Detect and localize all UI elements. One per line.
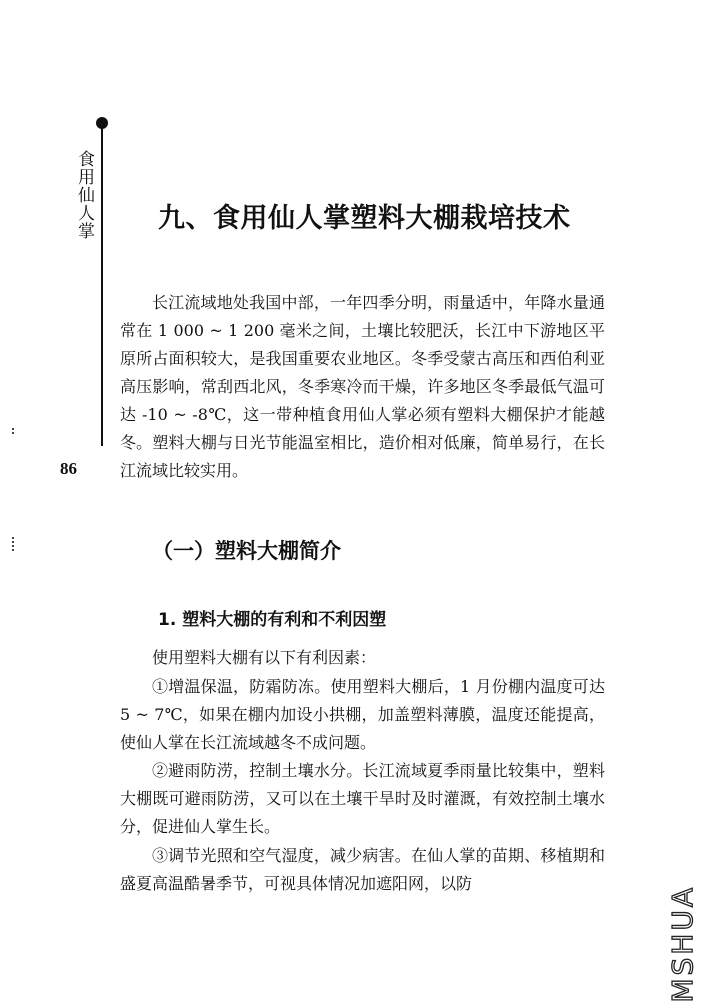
section-title: （一）塑料大棚简介 xyxy=(152,539,341,563)
list-item: ③调节光照和空气湿度，减少病害。在仙人掌的苗期、移植期和盛夏高温酷暑季节，可视具体情况加遮阳网，以防 xyxy=(120,846,605,893)
subsection-title: 1. 塑料大棚的有利和不利因塑 xyxy=(158,610,387,630)
watermark: MSHUA xyxy=(666,885,699,1003)
chapter-title: 九、食用仙人掌塑料大棚栽培技术 xyxy=(158,203,571,234)
margin-vertical-rule xyxy=(101,124,103,446)
scan-edge-mark xyxy=(12,428,17,434)
list-item: ②避雨防涝，控制土壤水分。长江流域夏季雨量比较集中，塑料大棚既可避雨防涝，又可以在土壤干旱时及时灌溉，有效控制土壤水分，促进仙人掌生长。 xyxy=(120,761,605,836)
intro-paragraph: 长江流域地处我国中部，一年四季分明，雨量适中，年降水量通常在 1 000 ~ 1 200 毫米之间，土壤比较肥沃，长江中下游地区平原所占面积较大，是我国重要农业地区。冬季受蒙古高压和西伯利亚高压影响，常刮西北风，冬季寒冷而干燥，许多地区冬季最低气温可达 -10 ~ -8℃，这一带种植食用仙人掌必须有塑料大棚保护才能越冬。塑料大棚与日光节能温室相比，造价相对低廉，简单易行，在长江流域比较实用。 xyxy=(120,293,605,480)
running-header: 食用仙人掌 xyxy=(74,150,94,240)
lead-sentence: 使用塑料大棚有以下有利因素： xyxy=(152,648,377,667)
scan-edge-mark xyxy=(12,537,17,551)
list-item: ①增温保温，防霜防冻。使用塑料大棚后，1 月份棚内温度可达 5 ~ 7℃，如果在棚内加设小拱棚，加盖塑料薄膜，温度还能提高，使仙人掌在长江流域越冬不成问题。 xyxy=(120,677,605,752)
page-number: 86 xyxy=(60,459,77,478)
